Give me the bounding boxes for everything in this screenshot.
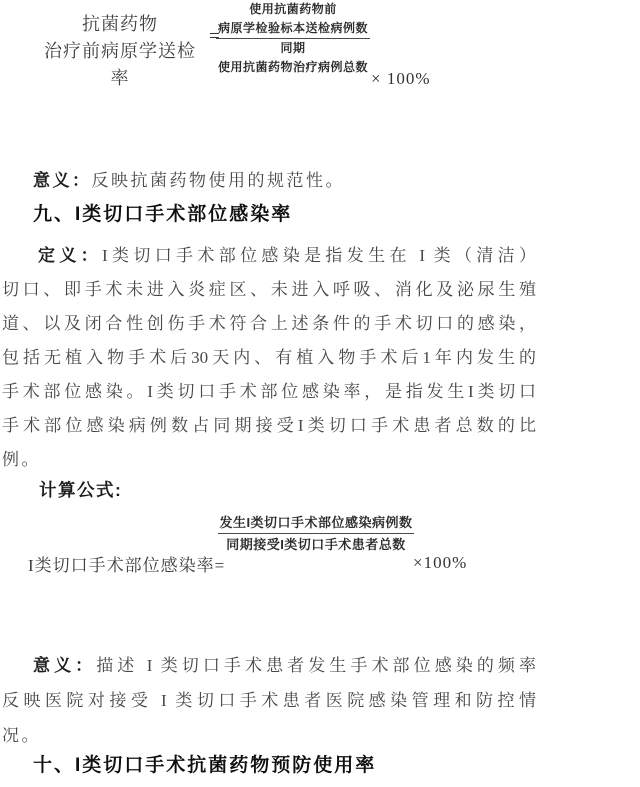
- formula2-fraction: [218, 512, 414, 555]
- formula2-numerator: 发生I类切口手术部位感染病例数: [219, 515, 413, 530]
- formula2-left-side: I类切口手术部位感染率=: [28, 556, 226, 575]
- meaning-paragraph-1: [33, 166, 345, 191]
- definition-line-3: 道、以及闭合性创伤手术符合上述条件的手术切口的感染，: [2, 314, 536, 333]
- definition-line1-text: I类切口手术部位感染是指发生在 I 类（清洁）: [102, 246, 537, 265]
- formula2-multiplier: ×100%: [413, 553, 468, 572]
- definition-line-5: 手术部位感染。I类切口手术部位感染率，是指发生I类切口: [2, 382, 536, 401]
- formula1-numerator-line2: 病原学检验标本送检病例数: [217, 21, 368, 35]
- formula1-denominator-line2: 使用抗菌药物治疗病例总数: [217, 60, 368, 74]
- meaning2-line-3: 况。: [2, 726, 41, 745]
- meaning1-label: 意义：: [33, 171, 92, 190]
- formula-incision-infection-rate: [0, 505, 640, 585]
- formula2-denominator: 同期接受I类切口手术患者总数: [226, 537, 406, 552]
- formula1-left-side: [35, 11, 205, 92]
- formula-pathogen-submission-rate: [0, 0, 640, 100]
- formula1-multiplier: × 100%: [371, 69, 431, 88]
- formula1-numerator-line1: 使用抗菌药物前: [249, 2, 337, 16]
- formula1-fraction: [216, 0, 370, 77]
- meaning2-line-1: [2, 648, 536, 683]
- formula1-equals-sign: =: [209, 26, 220, 47]
- definition-line-2: 切口、即手术未进入炎症区、未进入呼吸、消化及泌尿生殖: [2, 280, 536, 299]
- definition-line-7: 例。: [2, 450, 41, 469]
- formula1-lhs-line1: 抗菌药物: [82, 14, 158, 34]
- meaning2-label: 意义：: [33, 656, 97, 675]
- calc-formula-label: 计算公式:: [39, 480, 123, 500]
- meaning2-line-2: 反映医院对接受 I 类切口手术患者医院感染管理和防控情: [2, 691, 536, 710]
- meaning-paragraph-2: [2, 648, 536, 753]
- definition-paragraph: [2, 239, 536, 477]
- section9-heading: 九、I类切口手术部位感染率: [33, 204, 293, 225]
- definition-line-1: [2, 239, 536, 273]
- formula1-denominator-line1: 同期: [280, 41, 306, 55]
- definition-label: 定义：: [38, 246, 103, 265]
- meaning1-text: 反映抗菌药物使用的规范性。: [91, 171, 345, 190]
- section10-heading: 十、I类切口手术抗菌药物预防使用率: [33, 755, 377, 776]
- formula1-lhs-line2: 治疗前病原学送检率: [44, 41, 196, 88]
- definition-line-4: 包括无植入物手术后30天内、有植入物手术后1年内发生的: [2, 348, 536, 367]
- meaning2-line1-text: 描述 I 类切口手术患者发生手术部位感染的频率: [96, 656, 536, 675]
- definition-line-6: 手术部位感染病例数占同期接受I类切口手术患者总数的比: [2, 416, 536, 435]
